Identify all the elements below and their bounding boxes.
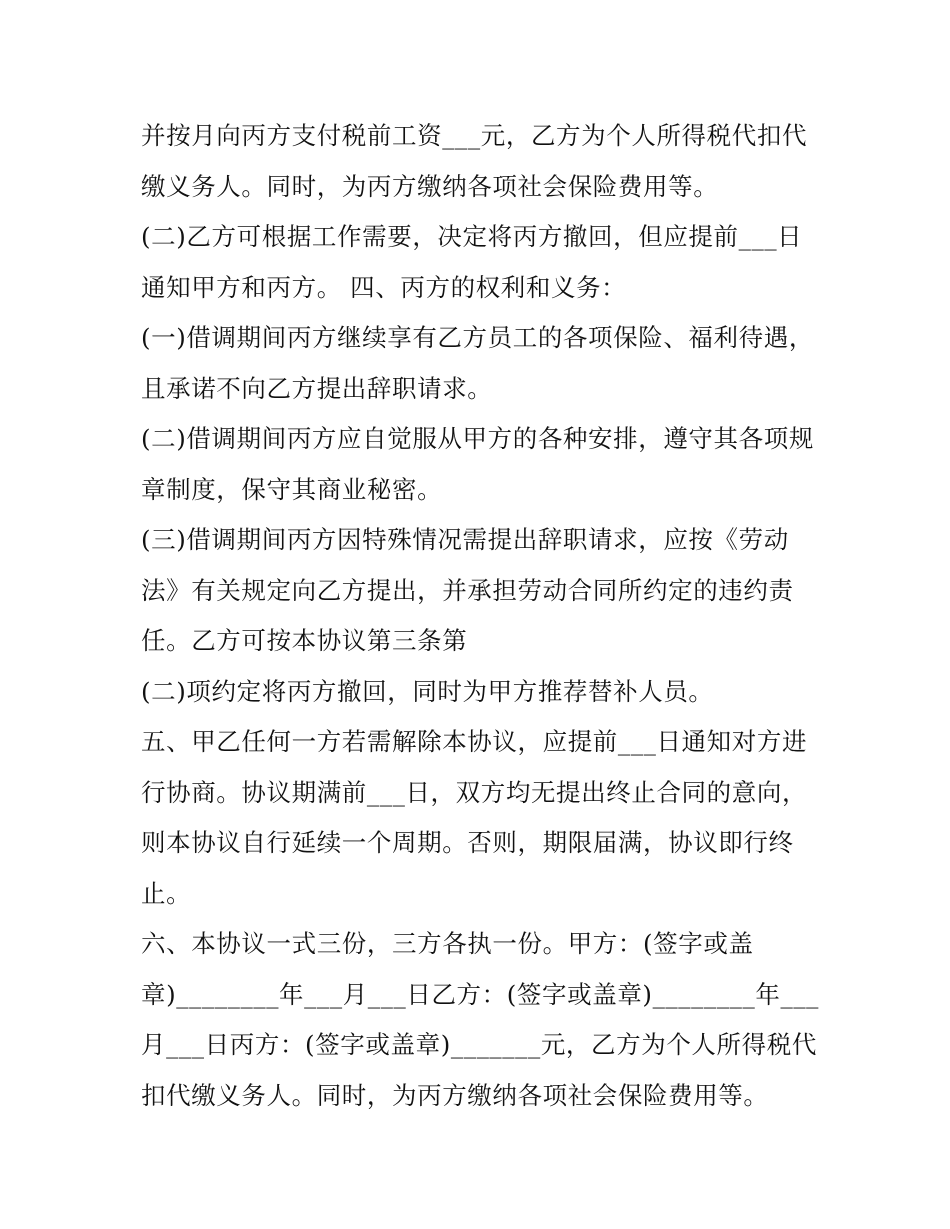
text-line: 且承诺不向乙方提出辞职请求。: [141, 373, 493, 403]
text-line: 止。: [141, 878, 192, 908]
text-line: 扣代缴义务人。同时，为丙方缴纳各项社会保险费用等。: [141, 1080, 769, 1110]
text-line: 章)________年___月___日乙方：(签字或盖章)________年___: [141, 979, 820, 1009]
document-body: [141, 111, 831, 1121]
text-line: (三)借调期间丙方因特殊情况需提出辞职请求，应按《劳动: [141, 525, 789, 554]
text-line: 缴义务人。同时，为丙方缴纳各项社会保险费用等。: [141, 171, 719, 201]
text-line: (二)项约定将丙方撤回，同时为甲方推荐替补人员。: [141, 676, 714, 706]
text-line: 行协商。协议期满前___日，双方均无提出终止合同的意向，: [141, 777, 808, 807]
text-line: 并按月向丙方支付税前工资___元，乙方为个人所得税代扣代: [141, 121, 808, 150]
text-line: 法》有关规定向乙方提出，并承担劳动合同所约定的违约责: [141, 575, 794, 605]
text-line: 六、本协议一式三份，三方各执一份。甲方：(签字或盖: [141, 929, 754, 958]
text-line: 则本协议自行延续一个周期。否则，期限届满，协议即行终: [141, 828, 794, 857]
text-line: 月___日丙方：(签字或盖章)_______元，乙方为个人所得税代: [141, 1030, 817, 1059]
text-line: 章制度，保守其商业秘密。: [141, 474, 443, 504]
text-line: (一)借调期间丙方继续享有乙方员工的各项保险、福利待遇，: [141, 323, 814, 352]
text-line: 五、甲乙任何一方若需解除本协议，应提前___日通知对方进: [141, 727, 808, 756]
text-line: 任。乙方可按本协议第三条第: [141, 626, 468, 655]
text-line: 通知甲方和丙方。 四、丙方的权利和义务：: [141, 272, 627, 302]
text-line: (二)借调期间丙方应自觉服从甲方的各种安排，遵守其各项规: [141, 424, 814, 453]
text-line: (二)乙方可根据工作需要，决定将丙方撤回，但应提前___日: [141, 222, 803, 251]
